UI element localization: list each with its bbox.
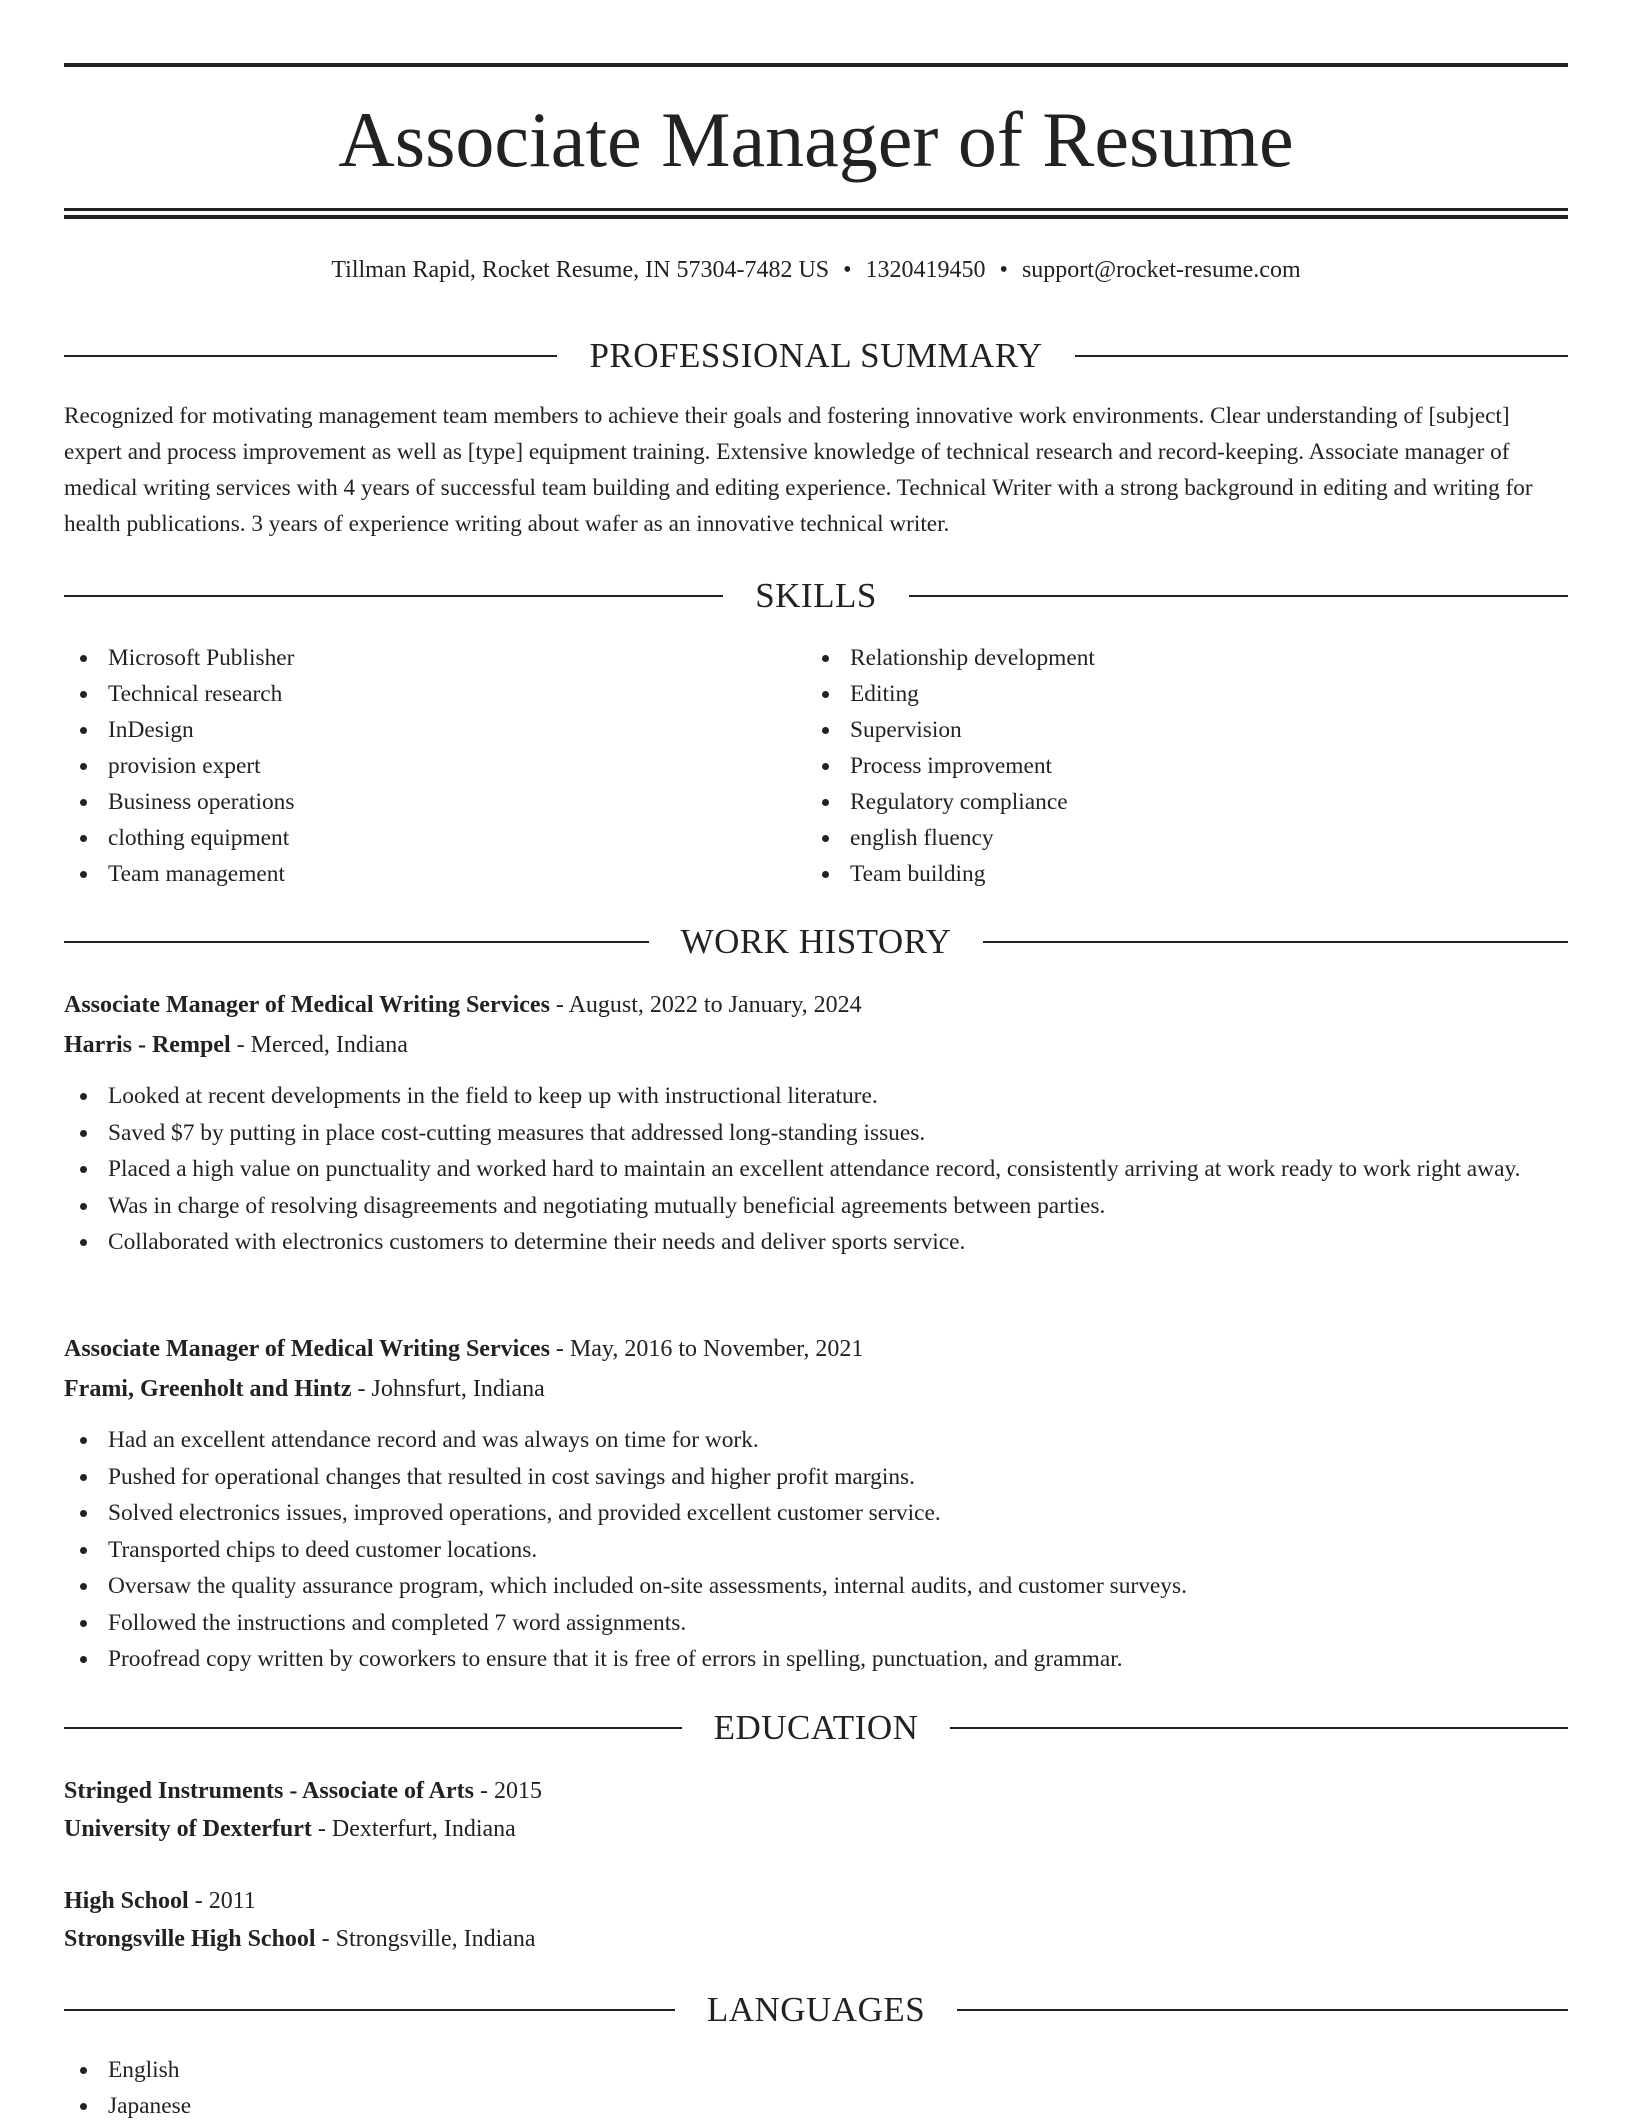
job-location: - Johnsfurt, Indiana bbox=[351, 1376, 545, 1402]
section-header-summary bbox=[64, 334, 1568, 378]
education-location: - Strongsville, Indiana bbox=[315, 1926, 536, 1952]
skill-item: InDesign bbox=[64, 712, 804, 748]
section-rule-right bbox=[957, 2009, 1568, 2011]
section-title-languages: LANGUAGES bbox=[706, 1990, 926, 2029]
skills-list-right bbox=[806, 640, 1546, 892]
job-dates: - August, 2022 to January, 2024 bbox=[549, 992, 862, 1018]
education-location: - Dexterfurt, Indiana bbox=[311, 1816, 516, 1842]
section-title-summary: PROFESSIONAL SUMMARY bbox=[589, 336, 1043, 375]
job-bullet: Transported chips to deed customer locations. bbox=[64, 1532, 1568, 1568]
contact-phone: 1320419450 bbox=[865, 257, 986, 283]
section-rule-right bbox=[950, 1727, 1568, 1729]
skill-item: Regulatory compliance bbox=[806, 784, 1546, 820]
contact-email: support@rocket-resume.com bbox=[1021, 257, 1301, 283]
section-title-skills: SKILLS bbox=[755, 576, 877, 615]
section-rule-left bbox=[64, 1727, 682, 1729]
skill-item: Relationship development bbox=[806, 640, 1546, 676]
education-school: University of Dexterfurt bbox=[64, 1816, 312, 1842]
section-rule-left bbox=[64, 941, 649, 943]
job-bullet: Oversaw the quality assurance program, which included on-site assessments, internal audits, and customer surveys. bbox=[64, 1568, 1568, 1604]
education-degree-line bbox=[64, 1882, 1568, 1920]
section-title-work: WORK HISTORY bbox=[680, 922, 952, 961]
contact-separator: • bbox=[843, 257, 852, 283]
job-company: Frami, Greenholt and Hintz bbox=[64, 1376, 352, 1402]
contact-address: Tillman Rapid, Rocket Resume, IN 57304-7482 US bbox=[331, 257, 830, 283]
job-bullet: Had an excellent attendance record and was always on time for work. bbox=[64, 1422, 1568, 1458]
job-location: - Merced, Indiana bbox=[230, 1032, 408, 1058]
skill-item: english fluency bbox=[806, 820, 1546, 856]
skill-item: Team building bbox=[806, 856, 1546, 892]
job-bullet: Proofread copy written by coworkers to ensure that it is free of errors in spelling, punctuation, and grammar. bbox=[64, 1641, 1568, 1677]
section-header-skills bbox=[64, 574, 1568, 618]
job-title-line bbox=[64, 985, 1568, 1025]
job-company-line bbox=[64, 1025, 1568, 1065]
section-rule-left bbox=[64, 595, 723, 597]
header-top-rule bbox=[64, 63, 1568, 67]
section-rule-left bbox=[64, 2009, 675, 2011]
job-bullets bbox=[64, 1078, 1568, 1261]
job-bullet: Looked at recent developments in the field to keep up with instructional literature. bbox=[64, 1078, 1568, 1114]
job-company-line bbox=[64, 1369, 1568, 1409]
section-header-languages bbox=[64, 1988, 1568, 2032]
skill-item: Team management bbox=[64, 856, 804, 892]
skill-item: Supervision bbox=[806, 712, 1546, 748]
languages-list bbox=[64, 2052, 1568, 2124]
job-bullet: Solved electronics issues, improved operations, and provided excellent customer service. bbox=[64, 1495, 1568, 1531]
education-school-line bbox=[64, 1920, 1568, 1958]
education-year: - 2011 bbox=[188, 1888, 256, 1914]
section-title-education: EDUCATION bbox=[713, 1708, 919, 1747]
skill-item: Technical research bbox=[64, 676, 804, 712]
section-header-education bbox=[64, 1706, 1568, 1750]
job-bullet: Saved $7 by putting in place cost-cutting measures that addressed long-standing issues. bbox=[64, 1115, 1568, 1151]
candidate-name: Associate Manager of Resume bbox=[338, 96, 1294, 183]
job-bullet: Followed the instructions and completed 7 word assignments. bbox=[64, 1605, 1568, 1641]
section-rule-right bbox=[1075, 355, 1568, 357]
job-company: Harris - Rempel bbox=[64, 1032, 231, 1058]
contact-line bbox=[64, 252, 1568, 288]
job-dates: - May, 2016 to November, 2021 bbox=[549, 1336, 864, 1362]
language-item: Japanese bbox=[64, 2088, 1568, 2124]
skill-item: Business operations bbox=[64, 784, 804, 820]
skill-item: clothing equipment bbox=[64, 820, 804, 856]
job-role: Associate Manager of Medical Writing Services bbox=[64, 992, 550, 1018]
job-bullet: Pushed for operational changes that resulted in cost savings and higher profit margins. bbox=[64, 1459, 1568, 1495]
education-school: Strongsville High School bbox=[64, 1926, 316, 1952]
section-rule-right bbox=[909, 595, 1568, 597]
section-rule-left bbox=[64, 355, 557, 357]
skill-item: Process improvement bbox=[806, 748, 1546, 784]
education-degree: Stringed Instruments - Associate of Arts bbox=[64, 1778, 474, 1804]
education-school-line bbox=[64, 1810, 1568, 1848]
summary-text: Recognized for motivating management team members to achieve their goals and fostering innovative work environments. Clear understanding of [subject] expert and process improvement as well as [type] equipment training. Extensive knowledge of technical research and record-keeping. Associate manager of medical writing services with 4 years of successful team building and editing experience. Technical Writer with a strong background in editing and writing for health publications. 3 years of experience writing about wafer as an innovative technical writer. bbox=[64, 403, 1533, 537]
education-degree: High School bbox=[64, 1888, 189, 1914]
header-double-rule bbox=[64, 208, 1568, 219]
job-role: Associate Manager of Medical Writing Services bbox=[64, 1336, 550, 1362]
language-item: English bbox=[64, 2052, 1568, 2088]
skills-list-left bbox=[64, 640, 804, 892]
education-year: - 2015 bbox=[473, 1778, 542, 1804]
education-degree-line bbox=[64, 1772, 1568, 1810]
skill-item: Microsoft Publisher bbox=[64, 640, 804, 676]
job-bullet: Collaborated with electronics customers to determine their needs and deliver sports service. bbox=[64, 1224, 1568, 1260]
section-header-work bbox=[64, 920, 1568, 964]
job-bullets bbox=[64, 1422, 1568, 1678]
skill-item: provision expert bbox=[64, 748, 804, 784]
contact-separator: • bbox=[999, 257, 1008, 283]
section-rule-right bbox=[983, 941, 1568, 943]
skill-item: Editing bbox=[806, 676, 1546, 712]
job-title-line bbox=[64, 1329, 1568, 1369]
job-bullet: Placed a high value on punctuality and worked hard to maintain an excellent attendance record, consistently arriving at work ready to work right away. bbox=[64, 1151, 1568, 1187]
job-bullet: Was in charge of resolving disagreements and negotiating mutually beneficial agreements between parties. bbox=[64, 1188, 1568, 1224]
